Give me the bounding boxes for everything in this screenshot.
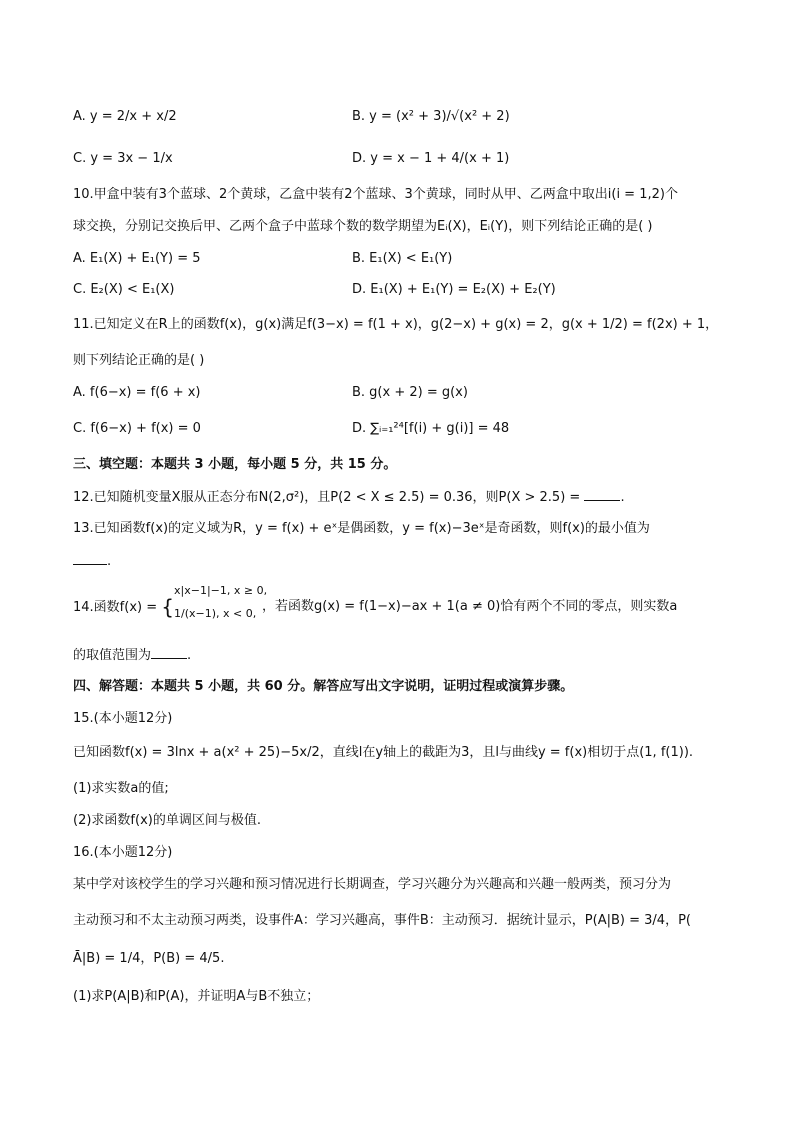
q11-option-d: D. ∑ᵢ₌₁²⁴[f(i) + g(i)] = 48 xyxy=(352,421,510,436)
q16-line2: 主动预习和不太主动预习两类，设事件A：学习兴趣高，事件B：主动预习．据统计显示，P(A|B) = 3/4，P( xyxy=(73,913,691,928)
q10-option-b: B. E₁(X) < E₁(Y) xyxy=(352,251,453,266)
q10-option-c: C. E₂(X) < E₁(X) xyxy=(73,282,175,297)
q11-option-b: B. g(x + 2) = g(x) xyxy=(352,385,468,400)
q15-label: 15.(本小题12分) xyxy=(73,711,173,726)
q14-line1 xyxy=(73,595,174,619)
section-4-heading: 四、解答题：本题共 5 小题，共 60 分。解答应写出文字说明，证明过程或演算步骤。 xyxy=(73,679,574,694)
q16-part1: (1)求P(A|B)和P(A)，并证明A与B不独立； xyxy=(73,989,320,1004)
q15-part2: (2)求函数f(x)的单调区间与极值. xyxy=(73,813,261,828)
section-3-heading: 三、填空题：本题共 3 小题，每小题 5 分，共 15 分。 xyxy=(73,457,397,472)
q12-text: 12.已知随机变量X服从正态分布N(2,σ²)，且P(2 < X ≤ 2.5) = 0.36，则P(X > 2.5) = xyxy=(73,490,581,505)
q10-stem-line1: 10.甲盒中装有3个蓝球、2个黄球，乙盒中装有2个蓝球、3个黄球，同时从甲、乙两盒中取出i(i = 1,2)个 xyxy=(73,187,678,202)
q12-end: . xyxy=(620,490,625,505)
q14-end: . xyxy=(187,648,192,663)
q10-option-d: D. E₁(X) + E₁(Y) = E₂(X) + E₂(Y) xyxy=(352,282,556,297)
q14-line2 xyxy=(73,646,191,665)
q11-stem-line1: 11.已知定义在R上的函数f(x)，g(x)满足f(3−x) = f(1 + x)，g(2−x) + g(x) = 2，g(x + 1/2) = f(2x) + 1， xyxy=(73,317,719,332)
q10-stem-line2: 球交换，分别记交换后甲、乙两个盒子中蓝球个数的数学期望为Eᵢ(X)，Eᵢ(Y)，则下列结论正确的是( ) xyxy=(73,219,653,234)
q16-line3: Ā|B) = 1/4，P(B) = 4/5. xyxy=(73,951,225,966)
q14-answer-blank[interactable] xyxy=(151,646,187,659)
q16-line1: 某中学对该校学生的学习兴趣和预习情况进行长期调查，学习兴趣分为兴趣高和兴趣一般两类，预习分为 xyxy=(73,877,672,892)
q9-option-d: D. y = x − 1 + 4/(x + 1) xyxy=(352,151,510,166)
q14-prefix: 14.函数f(x) = xyxy=(73,600,158,615)
q15-stem: 已知函数f(x) = 3lnx + a(x² + 25)−5x/2，直线l在y轴上的截距为3，且l与曲线y = f(x)相切于点(1, f(1)). xyxy=(73,745,694,760)
q11-option-a: A. f(6−x) = f(6 + x) xyxy=(73,385,201,400)
q13-end: . xyxy=(107,554,112,569)
q14-line2-text: 的取值范围为 xyxy=(73,648,152,663)
q12-answer-blank[interactable] xyxy=(584,488,620,501)
q16-label: 16.(本小题12分) xyxy=(73,845,173,860)
q14-case2: 1/(x−1), x < 0, xyxy=(174,607,257,620)
q14-brace: { xyxy=(161,595,174,619)
q9-option-c: C. y = 3x − 1/x xyxy=(73,151,173,166)
q9-option-a: A. y = 2/x + x/2 xyxy=(73,109,177,124)
q13-answer-blank[interactable] xyxy=(73,552,107,565)
q14-case1: x|x−1|−1, x ≥ 0, xyxy=(174,584,268,597)
q13-answer-line xyxy=(73,552,111,571)
q15-part1: (1)求实数a的值; xyxy=(73,781,169,796)
q10-option-a: A. E₁(X) + E₁(Y) = 5 xyxy=(73,251,201,266)
q9-option-b: B. y = (x² + 3)/√(x² + 2) xyxy=(352,109,510,124)
q12-line xyxy=(73,488,625,507)
q14-suffix: ，若函数g(x) = f(1−x)−ax + 1(a ≠ 0)恰有两个不同的零点，则实数a xyxy=(262,599,678,614)
q11-stem-line2: 则下列结论正确的是( ) xyxy=(73,353,205,368)
q13-text: 13.已知函数f(x)的定义域为R，y = f(x) + eˣ是偶函数，y = f(x)−3eˣ是奇函数，则f(x)的最小值为 xyxy=(73,521,650,536)
q11-option-c: C. f(6−x) + f(x) = 0 xyxy=(73,421,201,436)
